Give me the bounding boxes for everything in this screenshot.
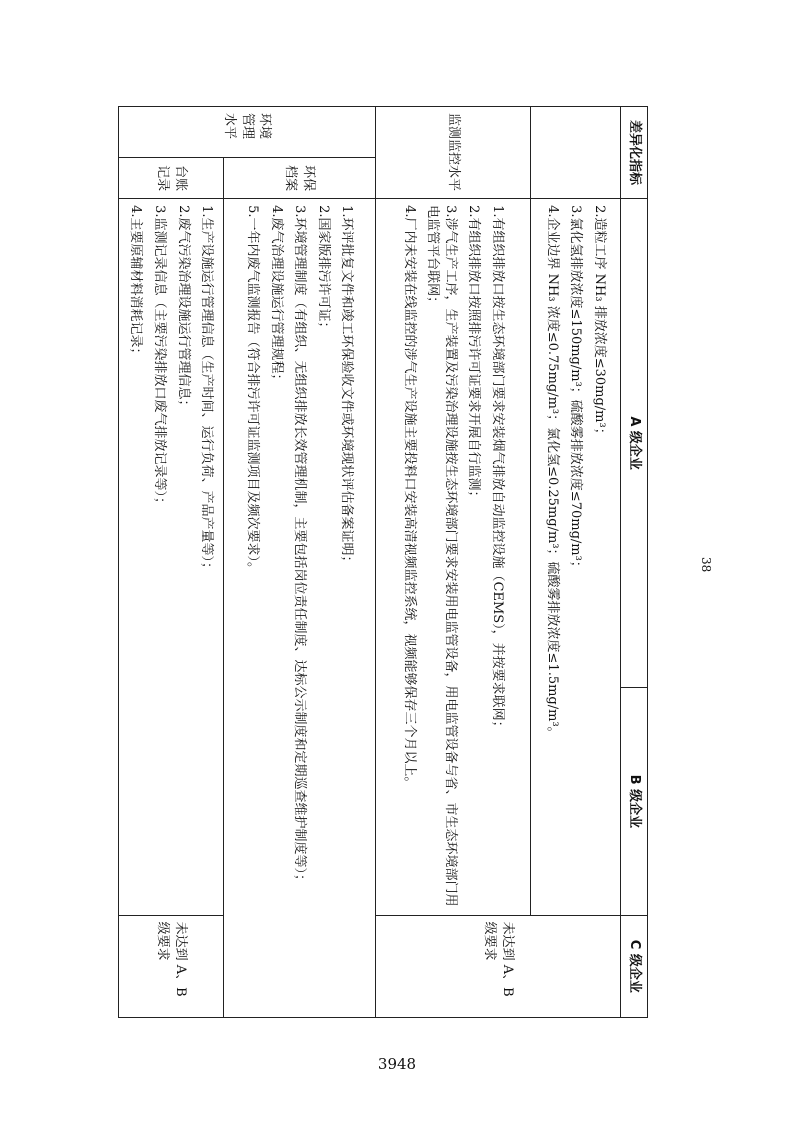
indicator-env-archive: 环保档案 bbox=[224, 158, 376, 199]
env-part: 环境 bbox=[257, 113, 273, 140]
rotated-table-container bbox=[119, 106, 648, 1018]
indicator-cell-empty bbox=[531, 107, 621, 199]
a-item: 1.环评批复文件和竣工环保验收文件或环境现状评估备案证明； bbox=[339, 205, 355, 569]
a-item: 2.有组织排放口按照排污许可证要求开展自行监测； bbox=[466, 205, 482, 504]
a-item: 2.造粒工序 NH₃ 排放浓度≤30mg/m³； bbox=[591, 205, 607, 441]
indicator-table bbox=[118, 106, 648, 1018]
header-b-level: B 级企业 bbox=[621, 688, 648, 915]
a-item: 3.涉气生产工序，生产装置及污染治理设施按生态环境部门要求安装用电监管设备，用电监管设备与省、市生态环境部门用电监管平台联网； bbox=[425, 205, 458, 907]
table-row bbox=[224, 107, 376, 1018]
a-item: 4.主要原辅材料消耗记录； bbox=[128, 205, 144, 361]
a-item: 1.生产设施运行管理信息（生产时间、运行负荷、产品产量等）； bbox=[199, 205, 215, 576]
header-a-level: A 级企业 bbox=[621, 199, 648, 688]
c-cell-monitoring: 未达到 A、B 级要求 bbox=[376, 915, 621, 1017]
a-item: 3.监测记录信息（主要污染排放口废气排放记录等）； bbox=[152, 205, 167, 511]
a-cell-ledger bbox=[119, 199, 224, 915]
rotated-page-number: 38 bbox=[699, 557, 713, 573]
a-item: 4.废气治理设施运行管理规程； bbox=[268, 205, 284, 387]
env-part: 水平 bbox=[222, 113, 238, 140]
a-item: 1.有组织排放口按生态环境部门要求安装烟气排放自动监控设施（CEMS），并按要求联网； bbox=[489, 205, 505, 734]
header-c-level: C 级企业 bbox=[621, 915, 648, 1017]
a-item: 5.一年内废气监测报告（符合排污许可证监测项目及频次要求）。 bbox=[245, 205, 261, 576]
indicator-env-management bbox=[119, 107, 376, 158]
a-item: 2.国家版排污许可证； bbox=[315, 205, 331, 335]
table-row bbox=[376, 107, 531, 1018]
table-row bbox=[119, 107, 224, 1018]
a-item: 3.环境管理制度（有组织、无组织排放长效管理机制，主要包括岗位责任制度、达标公示制度和定期巡查维护制度等）； bbox=[292, 205, 308, 888]
a-item: 3.氯化氢排放浓度≤150mg/m³；硫酸雾排放浓度≤70mg/m³； bbox=[568, 205, 584, 574]
a-item: 2.废气污染治理设施运行管理信息； bbox=[175, 205, 191, 413]
a-cell-monitoring bbox=[376, 199, 531, 915]
table-row bbox=[531, 107, 621, 1018]
table-header-row bbox=[621, 107, 648, 1018]
env-part: 管理 bbox=[239, 113, 255, 140]
indicator-ledger: 台账记录 bbox=[119, 158, 224, 199]
a-cell-emission bbox=[531, 199, 621, 915]
a-cell-archive bbox=[224, 199, 376, 1018]
a-item: 4.厂内未安装在线监控的涉气生产设施主要投料口安装高清视频监控系统，视频能够保存三个月以上。 bbox=[401, 205, 417, 790]
c-cell-ledger: 未达到 A、B 级要求 bbox=[119, 915, 224, 1017]
header-indicator: 差异化指标 bbox=[621, 107, 648, 199]
page-number: 3948 bbox=[377, 1055, 417, 1073]
a-item: 4.企业边界 NH₃ 浓度≤0.75mg/m³；氯化氢≤0.25mg/m³；硫酸雾排放浓度≤1.5mg/m³。 bbox=[544, 205, 560, 740]
indicator-monitoring: 监测监控水平 bbox=[376, 107, 531, 199]
